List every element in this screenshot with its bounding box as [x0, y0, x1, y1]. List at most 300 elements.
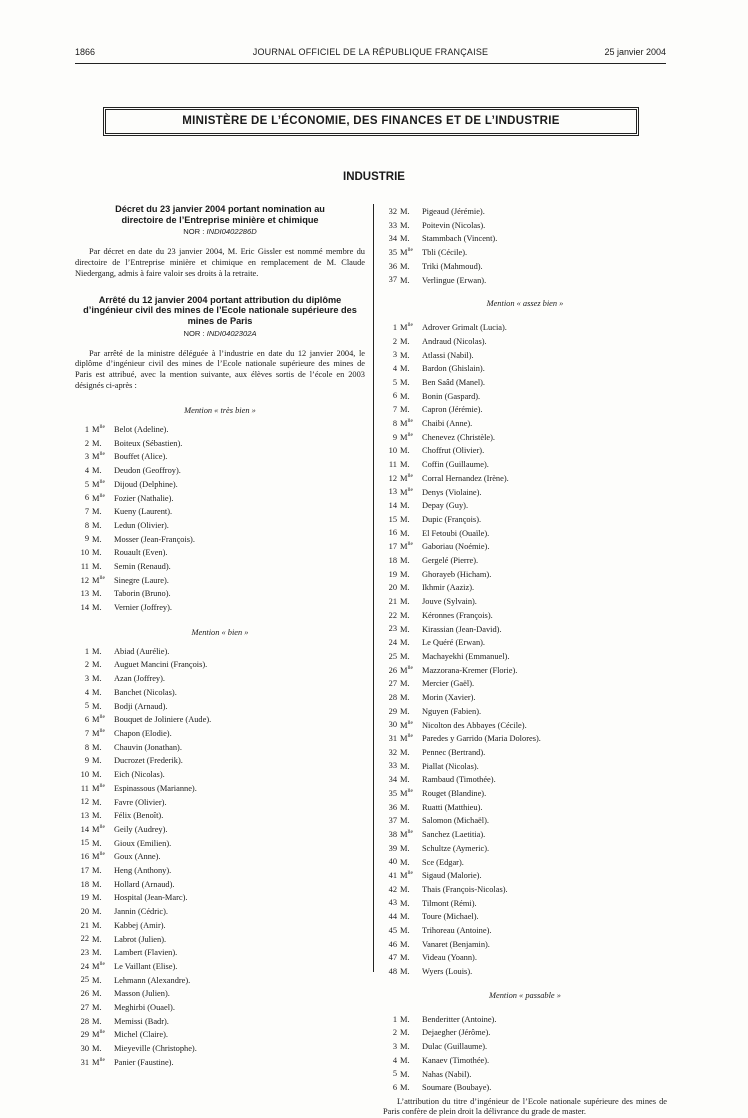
entry-civility: [400, 1012, 422, 1026]
entry-civility: [92, 699, 114, 713]
civility-abbrev: M.: [92, 534, 102, 544]
issue-date: 25 janvier 2004: [604, 47, 666, 57]
entry-civility: [92, 1027, 114, 1041]
civility-abbrev: M: [92, 961, 100, 971]
header-rule: [75, 63, 666, 64]
entry-civility: [92, 945, 114, 959]
entry-civility: [400, 1080, 422, 1094]
entry-number: 30: [388, 720, 397, 730]
entry-name: Sanchez (Laetitia).: [422, 829, 486, 839]
list-item: [383, 882, 667, 896]
entry-name: Benderitter (Antoine).: [422, 1014, 497, 1024]
civility-abbrev: M.: [400, 939, 410, 949]
civility-abbrev: M.: [400, 966, 410, 976]
entry-number: 41: [388, 871, 397, 881]
civility-abbrev: M.: [400, 1028, 410, 1038]
section-heading: INDUSTRIE: [343, 171, 405, 183]
entry-civility: [92, 973, 114, 987]
entry-number: 8: [84, 520, 89, 530]
list-item: [383, 676, 667, 690]
civility-abbrev: M.: [400, 261, 410, 271]
civility-suffix: lle: [407, 418, 413, 425]
entry-civility: [400, 690, 422, 704]
entry-civility: [92, 545, 114, 559]
entry-name: Gioux (Emilien).: [114, 838, 172, 848]
entry-number: 5: [84, 479, 89, 489]
entry-civility: [400, 800, 422, 814]
arrete-nor-label: NOR :: [183, 328, 205, 338]
civility-suffix: lle: [407, 788, 413, 795]
entry-civility: [400, 348, 422, 362]
entry-number: 1: [392, 1014, 397, 1024]
entry-name: Semin (Renaud).: [114, 561, 171, 571]
entry-number: 5: [392, 377, 397, 387]
entry-number: 6: [84, 715, 89, 725]
entry-number: 12: [388, 473, 397, 483]
civility-abbrev: M.: [400, 364, 410, 374]
list-item: [383, 1039, 667, 1053]
entry-civility: [400, 526, 422, 540]
entry-number: 22: [80, 934, 89, 944]
entry-name: Choffrut (Olivier).: [422, 446, 485, 456]
entry-name: Nicolton des Abbayes (Cécile).: [422, 720, 527, 730]
civility-suffix: lle: [407, 247, 413, 254]
civility-abbrev: M.: [400, 651, 410, 661]
entry-civility: [92, 795, 114, 809]
entry-civility: [92, 932, 114, 946]
entry-number: 19: [388, 569, 397, 579]
entry-number: 9: [84, 534, 89, 544]
entry-number: 18: [388, 555, 397, 565]
entry-number: 24: [80, 961, 89, 971]
civility-suffix: lle: [99, 1029, 105, 1036]
entry-civility: [400, 430, 422, 444]
entry-civility: [400, 231, 422, 245]
list-item: [75, 422, 365, 436]
list-item: [75, 781, 365, 795]
list-item: [383, 1053, 667, 1067]
entry-number: 37: [388, 275, 397, 285]
civility-abbrev: M.: [400, 1083, 410, 1093]
list-item: [383, 800, 667, 814]
entry-name: Meghirbi (Ouael).: [114, 1002, 175, 1012]
entry-number: 34: [388, 775, 397, 785]
entry-name: Auguet Mancini (François).: [114, 660, 208, 670]
entry-name: Jouve (Sylvain).: [422, 596, 477, 606]
entry-civility: [400, 471, 422, 485]
entry-number: 4: [84, 687, 89, 697]
entry-number: 19: [80, 893, 89, 903]
entry-number: 33: [388, 761, 397, 771]
list-item: [75, 436, 365, 450]
entry-number: 7: [84, 728, 89, 738]
entry-name: Tilmont (Rémi).: [422, 898, 477, 908]
entry-number: 17: [388, 542, 397, 552]
entry-number: 10: [388, 446, 397, 456]
entry-civility: [92, 863, 114, 877]
list-item: [383, 430, 667, 444]
list-item: [383, 937, 667, 951]
list-item: [383, 594, 667, 608]
entry-number: 11: [80, 561, 89, 571]
entry-civility: [400, 786, 422, 800]
civility-abbrev: M.: [92, 756, 102, 766]
civility-suffix: lle: [407, 486, 413, 493]
entry-name: Gergelé (Pierre).: [422, 555, 479, 565]
civility-abbrev: M.: [92, 465, 102, 475]
entry-civility: [400, 594, 422, 608]
list-item: [383, 663, 667, 677]
entry-number: 2: [84, 438, 89, 448]
list-item: [383, 622, 667, 636]
entry-name: Salomon (Michaël).: [422, 816, 489, 826]
entry-number: 35: [388, 788, 397, 798]
entry-name: Vernier (Joffrey).: [114, 602, 172, 612]
ministry-banner: MINISTÈRE DE L’ÉCONOMIE, DES FINANCES ET DE L’INDUSTRIE: [103, 107, 639, 136]
list-item: [383, 1025, 667, 1039]
entry-number: 7: [392, 405, 397, 415]
entry-name: Corral Hernandez (Irène).: [422, 473, 509, 483]
list-item: [383, 259, 667, 273]
entry-name: Ledun (Olivier).: [114, 520, 169, 530]
civility-abbrev: M.: [400, 583, 410, 593]
entry-name: El Fetoubi (Ouaïle).: [422, 528, 490, 538]
entry-name: Mazzorana-Kremer (Florie).: [422, 665, 518, 675]
entry-civility: [400, 204, 422, 218]
entry-number: 15: [388, 514, 397, 524]
entry-civility: [92, 491, 114, 505]
entry-number: 1: [84, 424, 89, 434]
entry-number: 23: [388, 624, 397, 634]
list-item: [75, 644, 365, 658]
entry-number: 14: [80, 824, 89, 834]
civility-suffix: lle: [99, 451, 105, 458]
entry-civility: [400, 457, 422, 471]
entry-name: Abiad (Aurélie).: [114, 646, 170, 656]
civility-abbrev: M.: [400, 528, 410, 538]
civility-abbrev: M: [92, 1030, 100, 1040]
civility-abbrev: M.: [400, 234, 410, 244]
entry-name: Favre (Olivier).: [114, 797, 167, 807]
entry-name: Adrover Grimalt (Lucia).: [422, 322, 507, 332]
decree-nor-label: NOR :: [183, 227, 205, 237]
list-item: [383, 375, 667, 389]
entry-civility: [400, 334, 422, 348]
entry-civility: [400, 512, 422, 526]
entry-name: Félix (Benoît).: [114, 811, 164, 821]
entry-name: Wyers (Louis).: [422, 966, 473, 976]
closing-text: L’attribution du titre d’ingénieur de l’Ecole nationale supérieure des mines de Paris confère de plein droit la délivrance du grade de master.: [383, 1097, 667, 1117]
civility-abbrev: M: [400, 487, 408, 497]
civility-abbrev: M.: [400, 624, 410, 634]
entry-civility: [92, 836, 114, 850]
entry-civility: [400, 1025, 422, 1039]
civility-suffix: lle: [407, 870, 413, 877]
entry-number: 29: [80, 1030, 89, 1040]
civility-suffix: lle: [407, 541, 413, 548]
civility-abbrev: M.: [400, 405, 410, 415]
entry-name: Ben Saâd (Manel).: [422, 377, 486, 387]
civility-abbrev: M.: [92, 920, 102, 930]
list-item: [383, 1080, 667, 1094]
entry-name: Coffin (Guillaume).: [422, 459, 489, 469]
civility-abbrev: M.: [400, 569, 410, 579]
civility-abbrev: M.: [400, 692, 410, 702]
entry-name: Chapon (Elodie).: [114, 728, 172, 738]
civility-suffix: lle: [99, 424, 105, 431]
list-item: [75, 890, 365, 904]
list-item: [383, 718, 667, 732]
entry-civility: [400, 375, 422, 389]
entry-civility: [92, 877, 114, 891]
entry-name: Bonin (Gaspard).: [422, 391, 481, 401]
civility-abbrev: M.: [400, 857, 410, 867]
entry-number: 4: [392, 1055, 397, 1065]
list-item: [75, 836, 365, 850]
entry-number: 16: [388, 528, 397, 538]
entry-number: 14: [80, 602, 89, 612]
list-item: [383, 855, 667, 869]
civility-abbrev: M: [92, 1057, 100, 1067]
civility-abbrev: M.: [400, 377, 410, 387]
civility-abbrev: M.: [92, 838, 102, 848]
list-item: [75, 712, 365, 726]
entry-number: 27: [80, 1002, 89, 1012]
list-item: [75, 1055, 365, 1069]
list-item: [383, 204, 667, 218]
entry-civility: [92, 959, 114, 973]
entry-number: 46: [388, 939, 397, 949]
entry-number: 12: [80, 797, 89, 807]
entry-civility: [92, 740, 114, 754]
civility-abbrev: M: [92, 852, 100, 862]
entry-name: Deudon (Geoffroy).: [114, 465, 181, 475]
list-item: [75, 918, 365, 932]
civility-abbrev: M.: [400, 679, 410, 689]
entry-civility: [400, 218, 422, 232]
civility-abbrev: M.: [92, 701, 102, 711]
entry-civility: [92, 890, 114, 904]
entry-name: Toure (Michael).: [422, 912, 479, 922]
entry-number: 27: [388, 679, 397, 689]
entry-civility: [400, 827, 422, 841]
civility-abbrev: M: [400, 432, 408, 442]
civility-abbrev: M.: [92, 687, 102, 697]
arrete-text: Par arrêté de la ministre déléguée à l’industrie en date du 12 janvier 2004, le diplôme d’ingénieur civil des mines de l’Ecole nationale supérieure des mines de Paris est attribué, avec la mention suivante, aux élèves sortis de l’école en 2003 désignés ci-après :: [75, 348, 365, 391]
civility-abbrev: M: [400, 322, 408, 332]
entry-civility: [92, 422, 114, 436]
civility-abbrev: M.: [400, 220, 410, 230]
entry-civility: [400, 320, 422, 334]
entry-civility: [400, 937, 422, 951]
entry-civility: [92, 726, 114, 740]
list-item: [383, 320, 667, 334]
list-item: [75, 753, 365, 767]
entry-civility: [400, 950, 422, 964]
entry-civility: [400, 909, 422, 923]
civility-abbrev: M.: [92, 769, 102, 779]
entry-civility: [92, 767, 114, 781]
civility-abbrev: M.: [400, 391, 410, 401]
entry-name: Rouget (Blandine).: [422, 788, 487, 798]
list-item: [383, 539, 667, 553]
entry-name: Morin (Xavier).: [422, 692, 476, 702]
entry-number: 26: [80, 989, 89, 999]
civility-suffix: lle: [99, 478, 105, 485]
civility-abbrev: M.: [400, 953, 410, 963]
list-item: [383, 772, 667, 786]
entry-number: 1: [84, 646, 89, 656]
entry-number: 11: [80, 783, 89, 793]
entry-civility: [400, 718, 422, 732]
list-item: [383, 580, 667, 594]
entry-number: 5: [84, 701, 89, 711]
civility-abbrev: M: [400, 247, 408, 257]
entry-name: Rambaud (Timothée).: [422, 775, 496, 785]
entry-number: 14: [388, 501, 397, 511]
entry-number: 18: [80, 879, 89, 889]
entry-civility: [92, 671, 114, 685]
entry-number: 28: [80, 1016, 89, 1026]
list-item: [383, 553, 667, 567]
civility-abbrev: M.: [92, 520, 102, 530]
entry-number: 20: [388, 583, 397, 593]
list-item: [75, 822, 365, 836]
civility-abbrev: M: [92, 715, 100, 725]
entry-number: 35: [388, 247, 397, 257]
entry-civility: [400, 745, 422, 759]
entry-civility: [400, 635, 422, 649]
civility-abbrev: M.: [400, 336, 410, 346]
list-item: [383, 245, 667, 259]
entry-number: 47: [388, 953, 397, 963]
entry-number: 9: [392, 432, 397, 442]
entry-civility: [92, 586, 114, 600]
list-item: [383, 334, 667, 348]
civility-abbrev: M.: [400, 843, 410, 853]
list-item: [383, 231, 667, 245]
civility-abbrev: M.: [400, 459, 410, 469]
list-item: [383, 218, 667, 232]
list-item: [383, 416, 667, 430]
entry-civility: [92, 559, 114, 573]
entry-name: Triki (Mahmoud).: [422, 261, 483, 271]
entry-name: Ducrozet (Frederik).: [114, 756, 183, 766]
entry-name: Sinegre (Laure).: [114, 575, 169, 585]
entry-number: 6: [392, 391, 397, 401]
list-item: [383, 498, 667, 512]
civility-suffix: lle: [407, 431, 413, 438]
entry-civility: [400, 649, 422, 663]
entry-number: 33: [388, 220, 397, 230]
entry-number: 37: [388, 816, 397, 826]
list-item: [75, 545, 365, 559]
civility-abbrev: M.: [400, 596, 410, 606]
entry-name: Masson (Julien).: [114, 989, 170, 999]
entry-number: 39: [388, 843, 397, 853]
civility-abbrev: M.: [92, 589, 102, 599]
entry-number: 44: [388, 912, 397, 922]
list-item: [383, 690, 667, 704]
mention-tres-bien-heading: Mention « très bien »: [184, 406, 256, 416]
entry-name: Piallat (Nicolas).: [422, 761, 479, 771]
list-item: [75, 877, 365, 891]
entry-civility: [92, 781, 114, 795]
list-item: [383, 868, 667, 882]
entry-name: Chenevez (Christèle).: [422, 432, 496, 442]
entry-name: Goux (Anne).: [114, 852, 161, 862]
entry-civility: [400, 245, 422, 259]
entry-civility: [400, 731, 422, 745]
entry-civility: [400, 361, 422, 375]
list-item: [75, 600, 365, 614]
list-item: [383, 567, 667, 581]
civility-abbrev: M.: [400, 1041, 410, 1051]
civility-abbrev: M.: [400, 816, 410, 826]
list-item: [383, 649, 667, 663]
entry-number: 10: [80, 548, 89, 558]
civility-abbrev: M.: [400, 706, 410, 716]
entry-name: Kirassian (Jean-David).: [422, 624, 502, 634]
civility-abbrev: M.: [92, 948, 102, 958]
list-item: [383, 745, 667, 759]
list-item: [75, 699, 365, 713]
civility-abbrev: M.: [92, 507, 102, 517]
list-item: [75, 532, 365, 546]
civility-abbrev: M: [92, 452, 100, 462]
entry-number: 23: [80, 948, 89, 958]
list-item: [75, 491, 365, 505]
entry-name: Lehmann (Alexandre).: [114, 975, 191, 985]
entry-name: Chauvin (Jonathan).: [114, 742, 182, 752]
entry-name: Chaibi (Anne).: [422, 418, 473, 428]
entry-name: Geily (Audrey).: [114, 824, 168, 834]
civility-suffix: lle: [99, 728, 105, 734]
list-item: [383, 512, 667, 526]
entry-name: Boiteux (Sébastien).: [114, 438, 183, 448]
civility-abbrev: M.: [92, 561, 102, 571]
list-item: [383, 526, 667, 540]
civility-abbrev: M.: [92, 934, 102, 944]
list-item: [75, 1041, 365, 1055]
civility-suffix: lle: [407, 322, 413, 329]
entry-civility: [400, 663, 422, 677]
entry-number: 43: [388, 898, 397, 908]
civility-abbrev: M.: [92, 797, 102, 807]
civility-abbrev: M.: [400, 350, 410, 360]
entry-name: Dijoud (Delphine).: [114, 479, 178, 489]
entry-name: Michel (Claire).: [114, 1030, 168, 1040]
civility-abbrev: M.: [92, 865, 102, 875]
entry-number: 15: [80, 838, 89, 848]
list-item: [75, 904, 365, 918]
civility-abbrev: M: [400, 473, 408, 483]
entry-name: Denys (Violaine).: [422, 487, 482, 497]
entry-civility: [92, 1041, 114, 1055]
entry-civility: [92, 1000, 114, 1014]
list-item: [383, 361, 667, 375]
entry-civility: [400, 868, 422, 882]
list-item: [75, 795, 365, 809]
civility-abbrev: M.: [400, 501, 410, 511]
entry-name: Bardon (Ghislain).: [422, 364, 485, 374]
list-item: [383, 841, 667, 855]
entry-name: Bouffet (Alice).: [114, 452, 168, 462]
entry-name: Nahas (Nabil).: [422, 1069, 472, 1079]
list-item: [383, 964, 667, 978]
entry-civility: [400, 704, 422, 718]
entry-name: Pigeaud (Jérémie).: [422, 206, 485, 216]
